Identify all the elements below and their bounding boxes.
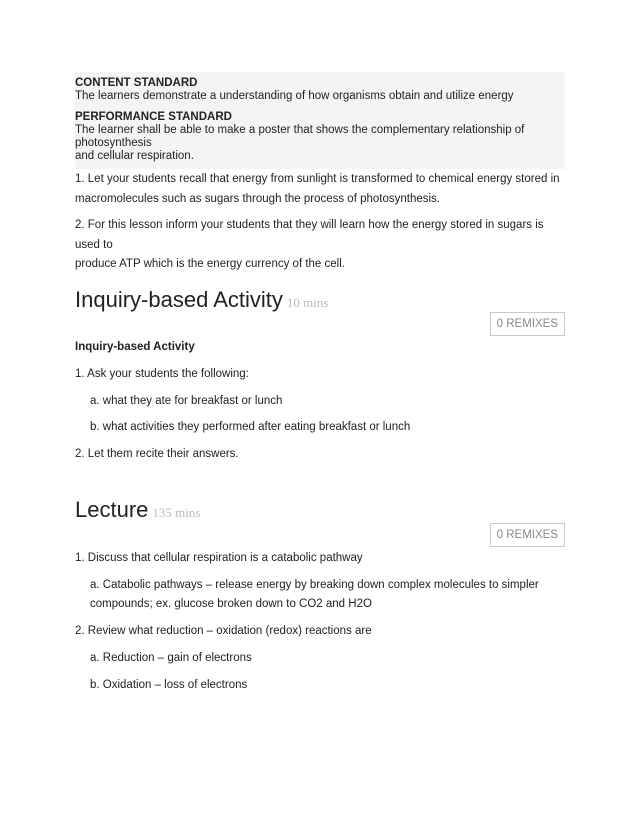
inquiry-section-title [75,287,328,313]
lecture-remix-button[interactable]: 0 REMIXES [490,523,565,547]
performance-standard-line3: and cellular respiration. [75,150,194,162]
intro-paragraph-1 [75,170,565,209]
lecture-item-2: 2. Review what reduction – oxidation (redox) reactions are [75,625,372,637]
lecture-item-2a: a. Reduction – gain of electrons [90,652,252,664]
performance-standard-line1: The learner shall be able to make a poster that shows the complementary relationship of [75,124,525,136]
lecture-duration: 135 mins [152,505,201,520]
intro-p1-line2: macromolecules such as sugars through the process of photosynthesis. [75,192,440,205]
inquiry-remix-button[interactable]: 0 REMIXES [490,312,565,336]
intro-p2-line2: produce ATP which is the energy currency of the cell. [75,258,345,270]
inquiry-item-2: 2. Let them recite their answers. [75,448,239,460]
lecture-item-1: 1. Discuss that cellular respiration is a catabolic pathway [75,552,363,564]
lecture-section-title [75,497,200,523]
inquiry-item-1: 1. Ask your students the following: [75,368,249,380]
standards-box [75,72,565,169]
content-standard-heading: CONTENT STANDARD [75,77,198,89]
lecture-item-1a-line2: compounds; ex. glucose broken down to CO2 and H2O [90,598,372,610]
intro-paragraph-2 [75,216,565,275]
inquiry-duration: 10 mins [286,295,329,310]
performance-standard-line2: photosynthesis [75,137,152,149]
lecture-item-1a-line1: a. Catabolic pathways – release energy by breaking down complex molecules to simpler [90,579,539,591]
inquiry-title: Inquiry-based Activity [75,287,283,312]
inquiry-item-1a: a. what they ate for breakfast or lunch [90,395,283,407]
lecture-title: Lecture [75,497,149,522]
intro-p2-line1: 2. For this lesson inform your students that they will learn how the energy stored in sugars is used to [75,219,544,251]
inquiry-item-1b: b. what activities they performed after eating breakfast or lunch [90,421,411,433]
content-standard-text: The learners demonstrate a understanding of how organisms obtain and utilize energy [75,90,514,102]
performance-standard-heading: PERFORMANCE STANDARD [75,111,232,123]
intro-p1-line1: 1. Let your students recall that energy from sunlight is transformed to chemical energy stored in [75,173,560,185]
inquiry-subheading: Inquiry-based Activity [75,341,195,353]
lecture-item-2b: b. Oxidation – loss of electrons [90,679,248,691]
